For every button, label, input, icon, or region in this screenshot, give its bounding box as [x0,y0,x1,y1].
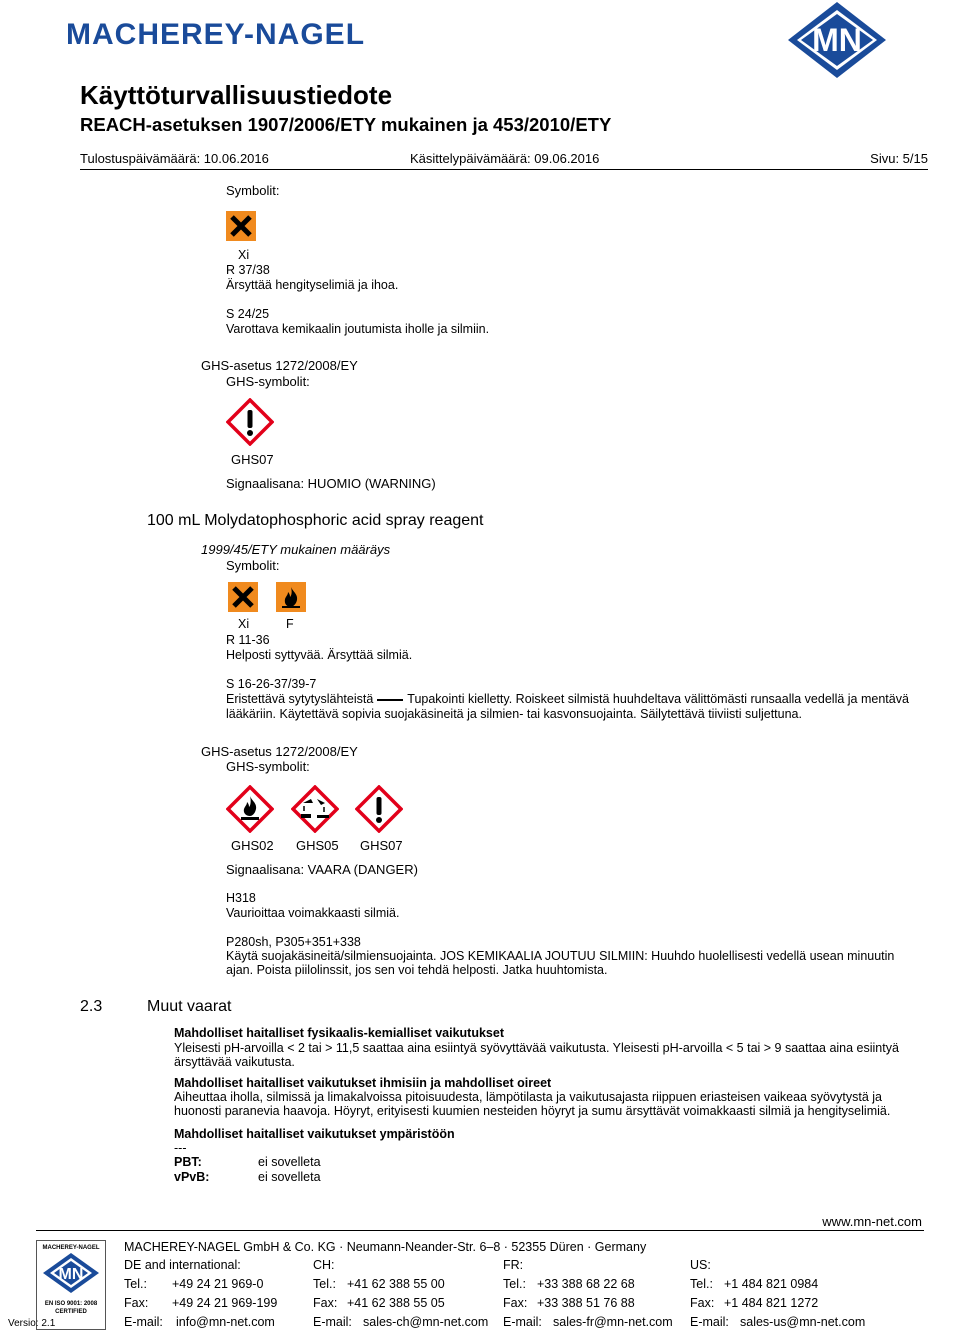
contact-fax: Fax: +33 388 51 76 88 [503,1296,635,1310]
exclamation-pictogram-icon [226,398,274,446]
section-number: 2.3 [80,998,103,1015]
company-address: MACHEREY-NAGEL GmbH & Co. KG · Neumann-Neander-Str. 6–8 · 52355 Düren · Germany [124,1240,647,1254]
cert-logo-icon [37,1251,105,1295]
r-text-2: Helposti syttyvää. Ärsyttää silmiä. [226,648,413,662]
effects-heading-physchem: Mahdolliset haitalliset fysikaalis-kemialliset vaikutukset [174,1026,504,1040]
cert-iso: EN ISO 9001: 2008 [44,1301,98,1307]
brand-header [0,0,960,64]
exclamation-pictogram-icon [355,785,403,833]
contact-email[interactable]: E-mail: sales-ch@mn-net.com [313,1315,489,1329]
cert-certified: CERTIFIED [55,1309,87,1315]
h-text: Vaurioittaa voimakkaasti silmiä. [226,906,400,920]
symbol-code-f: F [286,617,294,631]
harmful-x-icon [226,211,256,241]
symbols-label-2: Symbolit: [226,558,280,573]
ghs-symbols-label: GHS-symbolit: [226,374,310,389]
effects-text-2b: huonosti paranevia haavoja. Höyryt, erityisesti kuumien nesteiden höyryt ja sumu ärsyttävät voimakkaasti silmiä ja hengityselimiä. [174,1104,891,1118]
s-phrase: S 24/25 [226,307,270,321]
contact-head: FR: [503,1258,524,1272]
flame-pictogram-icon [226,785,274,833]
contact-tel: Tel.: +1 484 821 0984 [690,1277,819,1291]
ghs-code-02: GHS02 [231,838,274,853]
ghs-regulation: GHS-asetus 1272/2008/EY [201,358,358,373]
print-date: Tulostuspäivämäärä: 10.06.2016 [80,151,269,166]
corrosion-pictogram-icon [291,785,339,833]
directive: 1999/45/ETY mukainen määräys [201,542,391,557]
contact-email[interactable]: E-mail: info@mn-net.com [124,1315,275,1329]
contact-head: CH: [313,1258,335,1272]
effects-heading-environment: Mahdolliset haitalliset vaikutukset ympäristöön [174,1127,455,1141]
contact-tel: Tel.: +33 388 68 22 68 [503,1277,635,1291]
contact-fax: Fax: +41 62 388 55 05 [313,1296,445,1310]
pbt-value: ei sovelleta [258,1155,321,1169]
mn-logo-text: MN [812,22,862,58]
revision-date: Käsittelypäivämäärä: 09.06.2016 [410,151,600,166]
vpvb-label: vPvB: [174,1170,210,1184]
contact-head: US: [690,1258,711,1272]
r-text: Ärsyttää hengityselimiä ja ihoa. [226,278,399,292]
s-text-2 [226,692,926,707]
flame-icon [276,582,306,612]
page-number: Sivu: 5/15 [870,151,928,166]
cert-logo-text: MN [58,1266,84,1283]
dash-separator [377,699,403,701]
s-text-2b: Tupakointi kielletty. Roiskeet silmistä huuhdeltava välittömästi runsaalla vedellä ja mentävä [407,692,909,706]
r-phrase-2: R 11-36 [226,633,270,647]
document-subtitle: REACH-asetuksen 1907/2006/ETY mukainen ja 453/2010/ETY [80,114,612,135]
effects-text-2a: Aiheuttaa iholla, silmissä ja limakalvoissa pitoisuudesta, lämpötilasta ja vaikutusajasta riippuen eriasteisen vaikeaa syövytystä ja [174,1090,882,1104]
symbol-code-xi: Xi [238,617,250,631]
vpvb-value: ei sovelleta [258,1170,321,1184]
contact-email[interactable]: E-mail: sales-us@mn-net.com [690,1315,866,1329]
contact-tel: Tel.: +41 62 388 55 00 [313,1277,445,1291]
contact-email[interactable]: E-mail: sales-fr@mn-net.com [503,1315,673,1329]
s-text-2a: Eristettävä sytytyslähteistä [226,692,374,706]
pbt-label: PBT: [174,1155,202,1169]
harmful-x-icon [228,582,258,612]
contact-fax: Fax: +49 24 21 969-199 [124,1296,278,1310]
p-code: P280sh, P305+351+338 [226,935,361,949]
signal-word: Signaalisana: HUOMIO (WARNING) [226,476,436,491]
product-name: 100 mL Molydatophosphoric acid spray reagent [147,512,484,529]
contact-head: DE and international: [124,1258,241,1272]
ghs-code-07: GHS07 [360,838,403,853]
dashes: --- [174,1141,187,1155]
website-link[interactable]: www.mn-net.com [822,1214,922,1229]
ghs-code: GHS07 [231,452,274,467]
h-code: H318 [226,891,256,905]
symbol-code: Xi [238,248,250,262]
ghs-regulation-2: GHS-asetus 1272/2008/EY [201,744,358,759]
r-phrase: R 37/38 [226,263,270,277]
ghs-symbols-label-2: GHS-symbolit: [226,759,310,774]
contact-column-de [124,1256,277,1332]
effects-heading-human: Mahdolliset haitalliset vaikutukset ihmisiin ja mahdolliset oireet [174,1076,552,1090]
version-label: Versio: 2.1 [8,1318,56,1329]
s-text-2c: lääkäriin. Käytettävä sopivia suojakäsineitä ja silmien- tai kasvonsuojainta. Säilytettävä tiiviisti suljettuna. [226,707,802,721]
contact-fax: Fax: +1 484 821 1272 [690,1296,819,1310]
symbols-label: Symbolit: [226,183,280,198]
page-footer [0,1210,960,1329]
effects-text-1b: ärsyttävää vaikutusta. [174,1055,295,1069]
ghs-code-05: GHS05 [296,838,339,853]
cert-brand: MACHEREY-NAGEL [42,1245,100,1251]
footer-divider [36,1230,924,1231]
effects-text-1a: Yleisesti pH-arvoilla < 2 tai > 11,5 saattaa aina esiintyä syövyttävää vaikutusta. Yleisesti pH-arvoilla < 5 tai > 9 saattaa aina esiintyä [174,1041,899,1055]
contact-tel: Tel.: +49 24 21 969-0 [124,1277,264,1291]
document-title: Käyttöturvallisuustiedote [80,80,393,110]
mn-logo-icon [782,0,892,80]
p-text-1: Käytä suojakäsineitä/silmiensuojainta. JOS KEMIKAALIA JOUTUU SILMIIN: Huuhdo huolellisesti vedellä usean minuutin [226,949,895,963]
brand-name: MACHEREY-NAGEL [66,18,366,51]
p-text-2: ajan. Poista piilolinssit, jos sen voi tehdä helposti. Jatka huuhtomista. [226,963,608,977]
section-title: Muut vaarat [147,998,232,1015]
s-phrase-2: S 16-26-37/39-7 [226,677,317,691]
iso-certificate-badge [36,1240,106,1330]
contact-column-ch [313,1256,488,1332]
document-meta-line [80,151,928,170]
signal-word-2: Signaalisana: VAARA (DANGER) [226,862,418,877]
contact-column-fr [503,1256,673,1332]
contact-column-us [690,1256,865,1332]
s-text: Varottava kemikaalin joutumista iholle ja silmiin. [226,322,490,336]
